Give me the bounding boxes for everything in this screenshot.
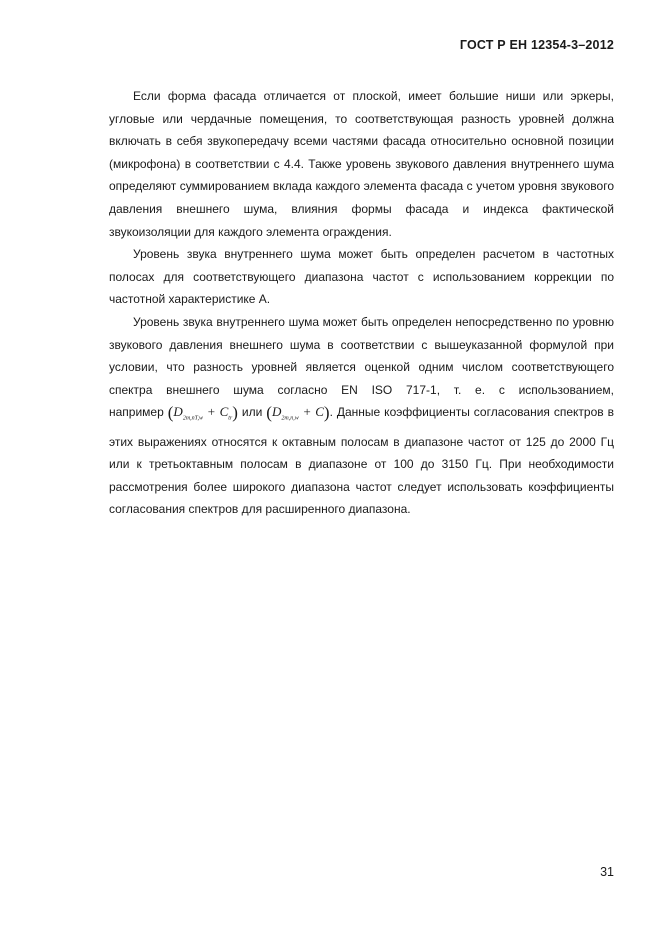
paragraph-direct-determination bbox=[109, 311, 614, 521]
page-number: 31 bbox=[600, 865, 614, 879]
document-header: ГОСТ Р ЕН 12354-3–2012 bbox=[459, 38, 614, 52]
formula-connector: или bbox=[241, 405, 263, 420]
paragraph-text-part1: Уровень звука внутреннего шума может быть определен непосредственно по уровню звукового давления внешнего шума в соответствии с вышеуказанной формулой при условии, что разность уровней является оценкой одним числом соответствующего спектра внешнего шума согласно EN ISO 717-1, т. е. с использованием, например bbox=[109, 314, 614, 420]
paragraph-facade-shape: Если форма фасада отличается от плоской, имеет большие ниши или эркеры, угловые или чердачные помещения, то соответствующая разность уровней должна включать в себя звукопередачу всеми частями фасада относительно основной позиции (микрофона) в соответствии с 4.4. Также уровень звукового давления внутреннего шума определяют суммированием вклада каждого элемента фасада с учетом уровня звукового давления внешнего шума, влияния формы фасада и индекса фактической звукоизоляции для каждого элемента ограждения. bbox=[109, 89, 614, 239]
formula-d2mnw-c: $(D_{2m,n,w} + C)$ bbox=[266, 403, 330, 423]
document-body bbox=[109, 85, 614, 521]
paragraph-text-part2: . Данные коэффициенты согласования спектров в этих выражениях относятся к октавным полосам в диапазоне частот от 125 до 2000 Гц или к третьоктавным полосам в диапазоне от 100 до 3150 Гц. При необходимости рассмотрения более широкого диапазона частот следует использовать коэффициенты согласования спектров для расширенного диапазона. bbox=[109, 405, 614, 517]
formula-d2mntw-ctr: $(D_{2m,nT,w} + C_{tr})$ bbox=[167, 403, 238, 423]
paragraph-frequency-bands: Уровень звука внутреннего шума может быть определен расчетом в частотных полосах для соответствующего диапазона частот с использованием коррекции по частотной характеристике А. bbox=[109, 247, 614, 307]
